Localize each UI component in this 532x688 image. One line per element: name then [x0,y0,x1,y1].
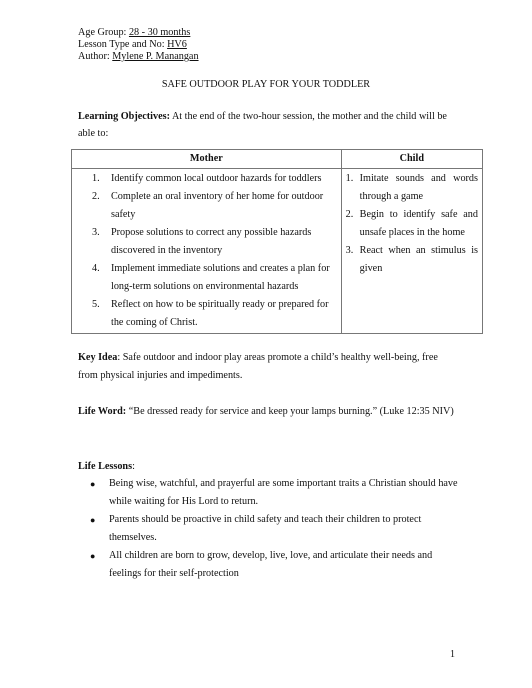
objectives-table [71,149,483,334]
list-item-number: 5. [92,299,100,310]
list-item-text: Parents should be proactive in child safety and teach their children to protect themselves. [109,514,422,543]
page-title: SAFE OUTDOOR PLAY FOR YOUR TODDLER [161,79,371,90]
child-objectives-cell [341,169,482,334]
author-line [78,51,199,63]
bullet-icon: ● [90,479,96,489]
page-number: 1 [450,649,455,660]
key-idea [78,349,456,385]
bullet-icon: ● [90,515,96,525]
list-item [346,170,478,206]
list-item-text: Being wise, watchful, and prayerful are some important traits a Christian should have while waiting for His Lord to return. [109,478,458,507]
list-item [76,188,337,224]
list-item [76,296,337,332]
mother-objectives-cell [72,169,342,334]
list-item-text: Complete an oral inventory of her home for outdoor safety [111,191,324,220]
list-item [78,547,458,583]
list-item-number: 1. [345,173,354,184]
list-item-text: All children are born to grow, develop, live, love, and articulate their needs and feelings for their self-protection [109,550,433,579]
list-item [78,475,458,511]
list-item [346,206,478,242]
list-item-text: Propose solutions to correct any possible hazards discovered in the inventory [111,227,312,256]
mother-objectives-list [76,170,337,332]
lesson-type-label: Lesson Type and No: [78,39,168,50]
list-item-number: 3. [345,245,354,256]
key-idea-text: : Safe outdoor and indoor play areas promote a child’s healthy well-being, free from physical injuries and impediments. [78,352,438,381]
age-group-value: 28 - 30 months [128,27,191,38]
list-item-number: 2. [92,191,100,202]
table-header-row [72,150,483,169]
list-item [76,260,337,296]
column-header-child: Child [341,150,482,169]
life-word [78,403,456,421]
column-header-mother: Mother [72,150,342,169]
list-item-number: 4. [92,263,100,274]
life-lessons-suffix: : [132,461,135,472]
child-objectives-list [346,170,478,278]
list-item-text: Begin to identify safe and unsafe places in the home [359,209,478,238]
list-item-text: Implement immediate solutions and creates a plan for long-term solutions on environmental hazards [111,263,330,292]
list-item-number: 1. [92,173,100,184]
age-group-label: Age Group: [78,27,129,38]
key-idea-label: Key Idea [78,352,118,363]
list-item-text: Reflect on how to be spiritually ready or prepared for the coming of Christ. [111,299,329,328]
life-lessons-heading [78,458,456,476]
list-item-number: 3. [92,227,100,238]
learning-objectives-text: At the end of the two-hour session, the mother and the child will be able to: [78,111,447,139]
bullet-icon: ● [90,551,96,561]
list-item [76,224,337,260]
age-group-line [78,27,199,39]
life-word-label: Life Word: [78,406,127,417]
list-item [346,242,478,278]
author-label: Author: [78,51,113,62]
list-item-text: Imitate sounds and words through a game [359,173,478,202]
learning-objectives-label: Learning Objectives: [78,111,170,122]
table-row [72,169,483,334]
list-item-text: React when an stimulus is given [359,245,478,274]
life-lessons-label: Life Lessons [78,461,133,472]
life-word-text: “Be dressed ready for service and keep your lamps burning.” (Luke 12:35 NIV) [126,406,454,417]
lesson-header [78,27,199,63]
lesson-type-value: HV6 [167,39,187,50]
list-item [76,170,337,188]
list-item [78,511,458,547]
list-item-text: Identify common local outdoor hazards for toddlers [111,173,322,184]
list-item-number: 2. [345,209,354,220]
author-value: Mylene P. Manangan [112,51,199,62]
life-lessons-list [78,475,458,583]
lesson-type-line [78,39,199,51]
learning-objectives [78,108,456,142]
